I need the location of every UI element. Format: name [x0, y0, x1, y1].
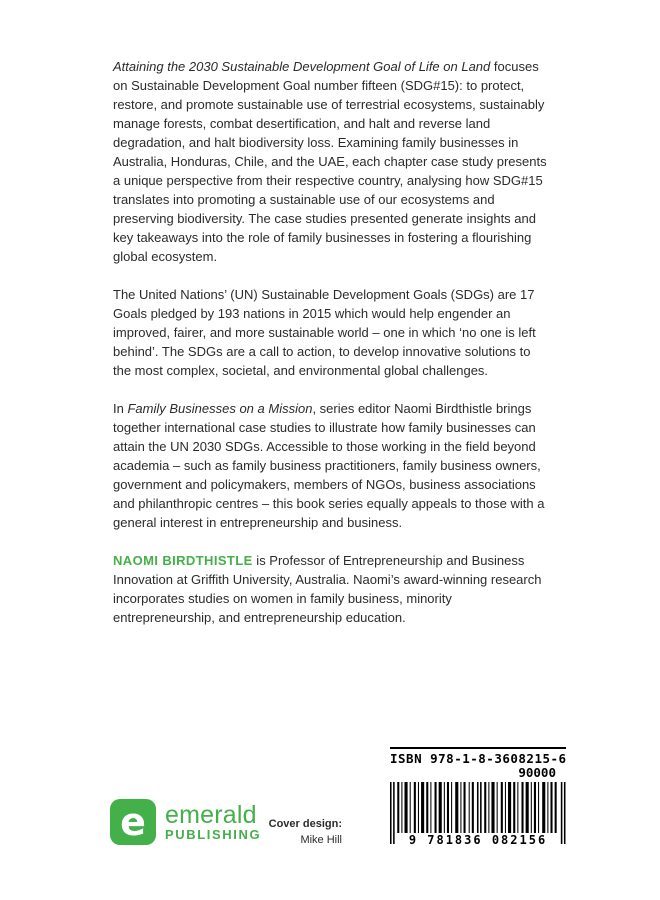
synopsis-paragraph-1	[113, 57, 550, 266]
isbn-number: ISBN 978-1-8-3608215-6	[390, 747, 566, 766]
synopsis-paragraph-1-body: focuses on Sustainable Development Goal number fifteen (SDG#15): to protect, restore, and promote sustainable use of terrestrial ecosystems, sustainably manage forests, combat desertification, and halt and reverse land degradation, and halt biodiversity loss. Examining family businesses in Australia, Honduras, Chile, and the UAE, each chapter case study presents a unique perspective from their respective country, analysing how SDG#15 translates into promoting a sustainable use of our ecosystems and preserving biodiversity. The case studies presented generate insights and key takeaways into the role of family businesses in fostering a flourishing global ecosystem.	[113, 59, 547, 264]
cover-design-label: Cover design:	[268, 818, 342, 830]
publisher-tagline: PUBLISHING	[165, 826, 262, 842]
publisher-name: emerald	[165, 800, 257, 829]
series-title-italic: Family Businesses on a Mission	[127, 401, 313, 416]
author-bio	[113, 551, 550, 627]
author-bio-body: is Professor of Entrepreneurship and Business Innovation at Griffith University, Australia. Naomi’s award-winning research incorporates studies on women in family business, minority entrepreneurship, and entrepreneurship education.	[113, 553, 542, 625]
cover-design-credit	[252, 817, 342, 847]
isbn-barcode	[390, 782, 566, 847]
paragraph-3-body: , series editor Naomi Birdthistle brings together international case studies to illustrate how family businesses can attain the UN 2030 SDGs. Accessible to those working in the field beyond academia – such as family business practitioners, family business owners, government and policymakers, members of NGOs, business associations and philanthropic centres – this book series equally appeals to those with a general interest in entrepreneurship and business.	[113, 401, 545, 530]
isbn-block	[390, 747, 567, 847]
author-name: NAOMI BIRDTHISTLE	[113, 553, 253, 568]
isbn-price-code: 90000	[518, 765, 556, 780]
cover-design-name: Mike Hill	[300, 834, 342, 846]
back-cover-text	[113, 57, 550, 646]
barcode-digits: 9 781836 082156	[397, 833, 559, 847]
synopsis-paragraph-2: The United Nations’ (UN) Sustainable Development Goals (SDGs) are 17 Goals pledged by 193 nations in 2015 which would help engender an improved, fairer, and more sustainable world – one in which ‘no one is left behind’. The SDGs are a call to action, to develop innovative solutions to the most complex, societal, and environmental global challenges.	[113, 287, 536, 378]
emerald-logo-icon: e	[110, 799, 156, 845]
paragraph-3-prefix: In	[113, 401, 128, 416]
publisher-wordmark	[165, 800, 262, 842]
synopsis-paragraph-3	[113, 399, 550, 532]
book-series-title: Attaining the 2030 Sustainable Development Goal of Life on Land	[113, 59, 491, 74]
publisher-logo	[110, 799, 261, 845]
